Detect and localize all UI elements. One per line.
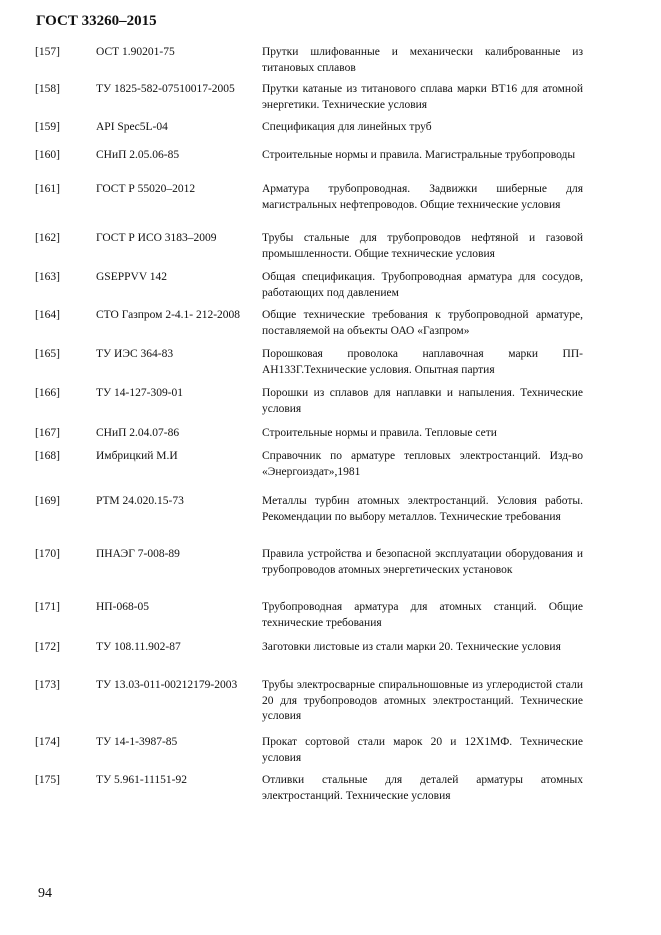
reference-title: Заготовки листовые из стали марки 20. Технические условия [262,641,561,653]
reference-number: [175] [35,774,60,786]
reference-number: [161] [35,183,60,195]
reference-code: ПНАЭГ 7-008-89 [96,548,180,560]
reference-number: [163] [35,271,60,283]
reference-code: Имбрицкий М.И [96,450,178,462]
reference-code: ТУ 5.961-11151-92 [96,774,187,786]
reference-code: ГОСТ Р 55020–2012 [96,183,196,195]
reference-number: [169] [35,495,60,507]
reference-number: [159] [35,121,60,133]
document-header: ГОСТ 33260–2015 [36,13,157,29]
reference-code: РТМ 24.020.15-73 [96,495,184,507]
reference-number: [167] [35,427,60,439]
reference-code: ТУ 108.11.902-87 [96,641,181,653]
reference-title: Прутки катаные из титанового сплава марки ВТ16 для атомной энергетики. Технические условия [262,83,583,111]
reference-number: [172] [35,641,60,653]
reference-number: [174] [35,736,60,748]
reference-code: НП-068-05 [96,601,150,613]
reference-title: Трубы стальные для трубопроводов нефтяной и газовой промышленности. Общие технические условия [262,232,583,260]
reference-number: [173] [35,679,60,691]
reference-code: СТО Газпром 2-4.1- 212-2008 [96,309,241,321]
reference-title: Трубы электросварные спиральношовные из углеродистой стали 20 для трубопроводов атомных электростанций. Технические условия [262,679,583,722]
reference-title: Общая спецификация. Трубопроводная арматура для сосудов, работающих под давлением [262,271,583,299]
reference-title: Трубопроводная арматура для атомных станций. Общие технические требования [262,601,583,629]
reference-title: Отливки стальные для деталей арматуры атомных электростанций. Технические условия [262,774,583,802]
reference-title: Прутки шлифованные и механически калиброванные из титановых сплавов [262,46,583,74]
reference-code: ТУ 1825-582-07510017-2005 [96,83,235,95]
reference-number: [170] [35,548,60,560]
reference-title: Справочник по арматуре тепловых электростанций. Изд-во «Энергоиздат»,1981 [262,450,583,478]
reference-title: Строительные нормы и правила. Тепловые сети [262,427,497,439]
reference-title: Порошковая проволока наплавочная марки ПП-АН133Г.Технические условия. Опытная партия [262,348,583,376]
reference-number: [160] [35,149,60,161]
reference-number: [158] [35,83,60,95]
reference-title: Строительные нормы и правила. Магистральные трубопроводы [262,149,576,161]
reference-code: ТУ ИЭС 364-83 [96,348,174,360]
reference-code: ТУ 13.03-011-00212179-2003 [96,679,238,691]
reference-number: [168] [35,450,60,462]
reference-code: GSEPPVV 142 [96,271,168,283]
reference-title: Арматура трубопроводная. Задвижки шиберные для магистральных нефтепроводов. Общие технические условия [262,183,583,211]
reference-number: [171] [35,601,60,613]
reference-number: [165] [35,348,60,360]
reference-code: СНиП 2.05.06-85 [96,149,180,161]
reference-number: [164] [35,309,60,321]
reference-code: ОСТ 1.90201-75 [96,46,175,58]
reference-title: Спецификация для линейных труб [262,121,432,133]
reference-code: СНиП 2.04.07-86 [96,427,180,439]
reference-number: [157] [35,46,60,58]
reference-code: ГОСТ Р ИСО 3183–2009 [96,232,217,244]
reference-code: ТУ 14-1-3987-85 [96,736,178,748]
reference-code: ТУ 14-127-309-01 [96,387,184,399]
reference-title: Правила устройства и безопасной эксплуатации оборудования и трубопроводов атомных энергетических установок [262,548,583,576]
reference-title: Общие технические требования к трубопроводной арматуре, поставляемой на объекты ОАО «Газпром» [262,309,583,337]
reference-code: API Spec5L-04 [96,121,168,133]
reference-title: Металлы турбин атомных электростанций. Условия работы. Рекомендации по выбору металлов. Технические требования [262,495,583,523]
reference-number: [162] [35,232,60,244]
reference-title: Порошки из сплавов для наплавки и напыления. Технические условия [262,387,583,415]
page-number: 94 [38,886,52,901]
reference-title: Прокат сортовой стали марок 20 и 12Х1МФ. Технические условия [262,736,583,764]
reference-number: [166] [35,387,60,399]
